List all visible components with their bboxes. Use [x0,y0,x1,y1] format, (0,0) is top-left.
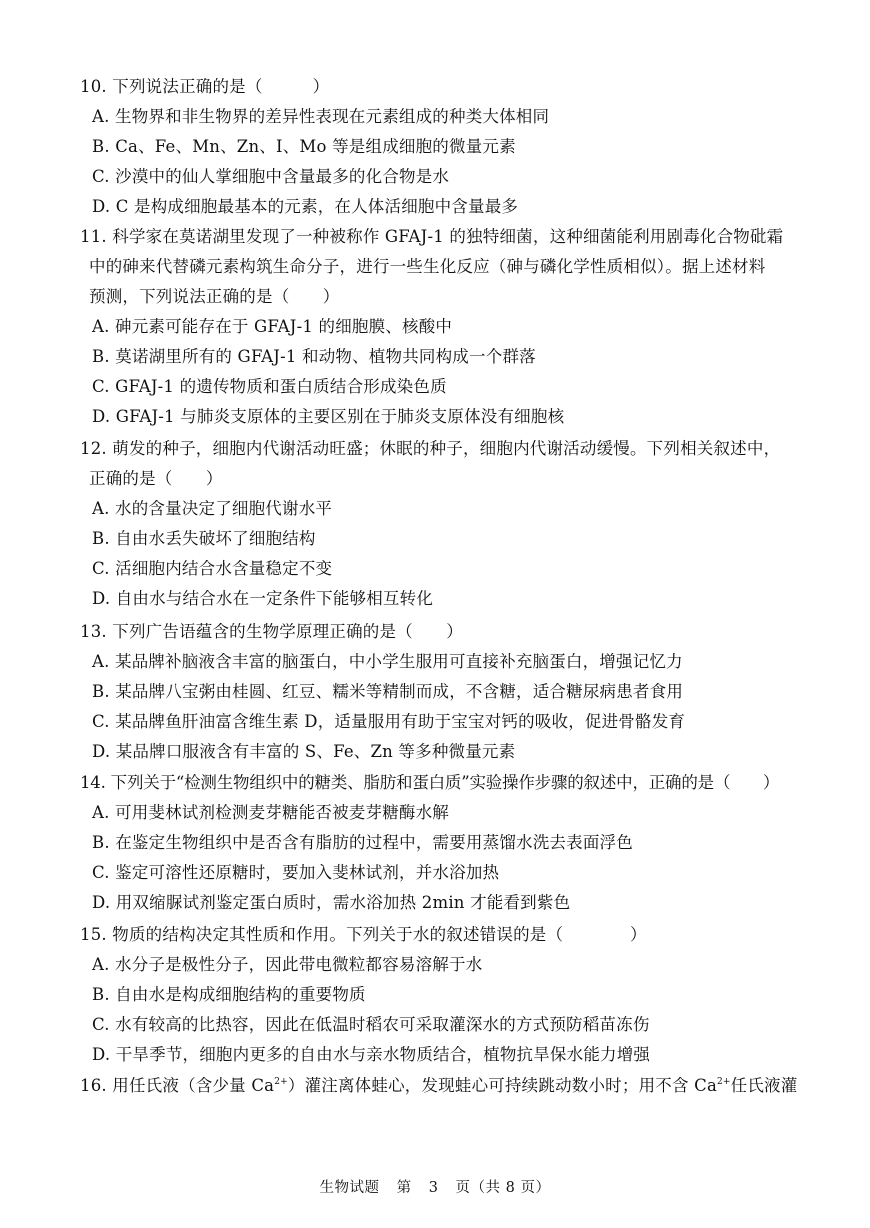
option-d: D. 自由水与结合水在一定条件下能够相互转化 [92,589,434,608]
option-b: B. Ca、Fe、Mn、Zn、I、Mo 等是组成细胞的微量元素 [92,137,516,156]
stem-line-1: 12. 萌发的种子，细胞内代谢活动旺盛；休眠的种子，细胞内代谢活动缓慢。下列相关叙述中， [80,439,781,458]
option-b: B. 在鉴定生物组织中是否含有脂肪的过程中，需要用蒸馏水洗去表面浮色 [92,833,633,852]
question-stem: 10. 下列说法正确的是（ ） [80,77,330,96]
question-stem: 13. 下列广告语蕴含的生物学原理正确的是（ ） [80,622,463,641]
option-c: C. GFAJ-1 的遗传物质和蛋白质结合形成染色质 [92,377,447,396]
option-b: B. 某品牌八宝粥由桂圆、红豆、糯米等精制而成，不含糖，适合糖尿病患者食用 [92,682,684,701]
stem-line-2: 正确的是（ ） [89,469,223,488]
stem-part-b: ）灌注离体蛙心，发现蛙心可持续跳动数小时；用不含 Ca [287,1076,717,1095]
question-stem [80,222,800,312]
question-14 [80,768,800,918]
stem-part-a: 16. 用任氏液（含少量 Ca [80,1076,275,1095]
option-d: D. C 是构成细胞最基本的元素，在人体活细胞中含量最多 [92,197,519,216]
option-a: A. 可用斐林试剂检测麦芽糖能否被麦芽糖酶水解 [92,803,450,822]
option-d: D. 干旱季节，细胞内更多的自由水与亲水物质结合，植物抗旱保水能力增强 [92,1045,651,1064]
ion-charge: 2+ [274,1077,288,1087]
option-b: B. 莫诺湖里所有的 GFAJ-1 和动物、植物共同构成一个群落 [92,347,536,366]
question-11 [80,222,800,432]
option-a: A. 水分子是极性分子，因此带电微粒都容易溶解于水 [92,955,483,974]
stem-line-3: 预测，下列说法正确的是（ ） [89,287,340,306]
option-a: A. 生物界和非生物界的差异性表现在元素组成的种类大体相同 [92,107,550,126]
question-12 [80,434,800,614]
footer-total-pages: 页（共 8 页） [455,1180,551,1196]
option-d: D. GFAJ-1 与肺炎支原体的主要区别在于肺炎支原体没有细胞核 [92,407,565,426]
page-footer [0,1176,870,1197]
option-c: C. 某品牌鱼肝油富含维生素 D，适量服用有助于宝宝对钙的吸收，促进骨骼发育 [92,712,686,731]
option-b: B. 自由水丢失破坏了细胞结构 [92,529,316,548]
footer-subject: 生物试题 [319,1180,380,1196]
stem-part-c: 任氏液灌 [730,1076,798,1095]
option-a: A. 某品牌补脑液含丰富的脑蛋白，中小学生服用可直接补充脑蛋白，增强记忆力 [92,652,683,671]
question-16 [80,1071,800,1101]
question-stem [80,1071,800,1101]
option-d: D. 用双缩脲试剂鉴定蛋白质时，需水浴加热 2min 才能看到紫色 [92,893,571,912]
option-d: D. 某品牌口服液含有丰富的 S、Fe、Zn 等多种微量元素 [92,742,516,761]
question-13 [80,617,800,767]
footer-di: 第 [396,1180,412,1196]
question-stem: 15. 物质的结构决定其性质和作用。下列关于水的叙述错误的是（ ） [80,925,647,944]
option-c: C. 水有较高的比热容，因此在低温时稻农可采取灌深水的方式预防稻苗冻伤 [92,1015,650,1034]
option-a: A. 砷元素可能存在于 GFAJ-1 的细胞膜、核酸中 [92,317,453,336]
question-15 [80,920,800,1070]
question-stem: 14. 下列关于“检测生物组织中的糖类、脂肪和蛋白质”实验操作步骤的叙述中，正确的是（ ） [80,773,780,792]
footer-page-number: 3 [428,1180,439,1196]
option-c: C. 鉴定可溶性还原糖时，要加入斐林试剂，并水浴加热 [92,863,500,882]
option-c: C. 活细胞内结合水含量稳定不变 [92,559,333,578]
stem-line-2: 中的砷来代替磷元素构筑生命分子，进行一些生化反应（砷与磷化学性质相似）。据上述材料 [89,257,766,276]
ion-charge: 2+ [716,1077,731,1087]
question-10 [80,72,800,222]
question-stem [80,434,800,494]
option-b: B. 自由水是构成细胞结构的重要物质 [92,985,366,1004]
option-c: C. 沙漠中的仙人掌细胞中含量最多的化合物是水 [92,167,450,186]
option-a: A. 水的含量决定了细胞代谢水平 [92,499,333,518]
stem-line-1: 11. 科学家在莫诺湖里发现了一种被称作 GFAJ-1 的独特细菌，这种细菌能利用剧毒化合物砒霜 [80,227,784,246]
